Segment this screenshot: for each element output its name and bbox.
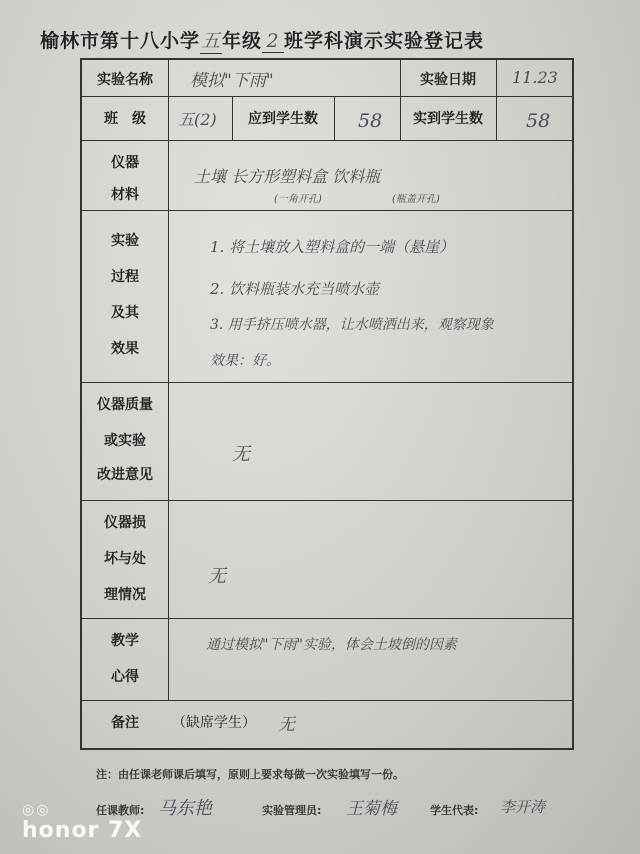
col-divider xyxy=(334,96,335,140)
damage-label-1: 仪器损 xyxy=(104,515,146,531)
process-label-3: 及其 xyxy=(111,305,139,321)
class-value: 五(2) xyxy=(178,110,217,129)
row-divider xyxy=(82,382,572,383)
equipment-label-1: 仪器 xyxy=(111,155,139,171)
materials-value: 土壤 长方形塑料盒 饮料瓶 xyxy=(194,167,381,186)
row-divider xyxy=(82,140,572,141)
admin-label: 实验管理员: xyxy=(262,804,322,817)
equipment-label-2: 材料 xyxy=(111,187,139,203)
student-rep-signature: 李开涛 xyxy=(500,798,546,816)
camera-logo-icon: ◎◎ xyxy=(22,802,51,818)
quality-label-2: 或实验 xyxy=(104,433,146,449)
row-divider xyxy=(82,618,572,619)
process-step-2: 2. 饮料瓶装水充当喷水壶 xyxy=(210,280,380,298)
process-label-4: 效果 xyxy=(111,341,139,357)
process-label-2: 过程 xyxy=(111,269,139,285)
col-divider xyxy=(168,60,169,700)
row-divider xyxy=(82,500,572,501)
row-divider xyxy=(82,210,572,211)
reflection-value: 通过模拟"下雨"实验，体会土坡倒的因素 xyxy=(206,637,457,653)
materials-note-1: (一角开孔) xyxy=(274,194,322,205)
process-step-3: 3. 用手挤压喷水器，让水喷洒出来，观察现象 xyxy=(210,317,494,333)
class-label: 班 级 xyxy=(104,111,146,127)
damage-label-2: 坏与处 xyxy=(104,551,146,567)
student-rep-label: 学生代表: xyxy=(430,804,479,817)
materials-note-2: (瓶盖开孔) xyxy=(392,194,440,205)
camera-brand: honor 7X xyxy=(22,818,143,843)
quality-value: 无 xyxy=(232,444,250,465)
row-divider xyxy=(82,96,572,97)
reflection-label-1: 教学 xyxy=(111,633,139,649)
grade-label: 年级 xyxy=(222,30,263,52)
admin-signature: 王菊梅 xyxy=(346,799,397,819)
experiment-register-table xyxy=(80,58,574,750)
experiment-date-label: 实验日期 xyxy=(420,72,476,88)
expected-students-label: 应到学生数 xyxy=(248,111,318,127)
grade-field: 五 xyxy=(200,26,222,54)
absent-value: 无 xyxy=(278,715,295,735)
remarks-label: 备注 xyxy=(111,715,139,731)
damage-value: 无 xyxy=(208,566,226,587)
class-number-field: 2 xyxy=(262,30,284,53)
process-step-1: 1. 将土壤放入塑料盒的一端（悬崖） xyxy=(210,238,455,256)
quality-label-1: 仪器质量 xyxy=(97,397,153,413)
teacher-label: 任课教师: xyxy=(96,804,145,817)
experiment-date-value: 11.23 xyxy=(512,68,558,87)
teacher-signature: 马东艳 xyxy=(158,798,212,819)
damage-label-3: 理情况 xyxy=(104,587,146,603)
experiment-name-label: 实验名称 xyxy=(97,72,153,88)
actual-students-label: 实到学生数 xyxy=(413,111,483,127)
expected-students-value: 58 xyxy=(358,110,383,132)
col-divider xyxy=(496,60,497,140)
quality-label-3: 改进意见 xyxy=(97,467,153,483)
process-effect: 效果：好。 xyxy=(210,353,280,369)
form-name: 班学科演示实验登记表 xyxy=(284,30,485,52)
process-label-1: 实验 xyxy=(111,233,139,249)
reflection-label-2: 心得 xyxy=(111,669,139,685)
actual-students-value: 58 xyxy=(526,110,551,132)
form-title xyxy=(40,26,620,54)
school-name: 榆林市第十八小学 xyxy=(40,30,201,52)
absent-label: （缺席学生） xyxy=(172,715,256,731)
experiment-name-value: 模拟"下雨" xyxy=(190,71,274,91)
camera-watermark xyxy=(22,802,145,843)
row-divider xyxy=(82,700,572,701)
footer-note: 注：由任课老师课后填写，原则上要求每做一次实验填写一份。 xyxy=(96,768,404,781)
